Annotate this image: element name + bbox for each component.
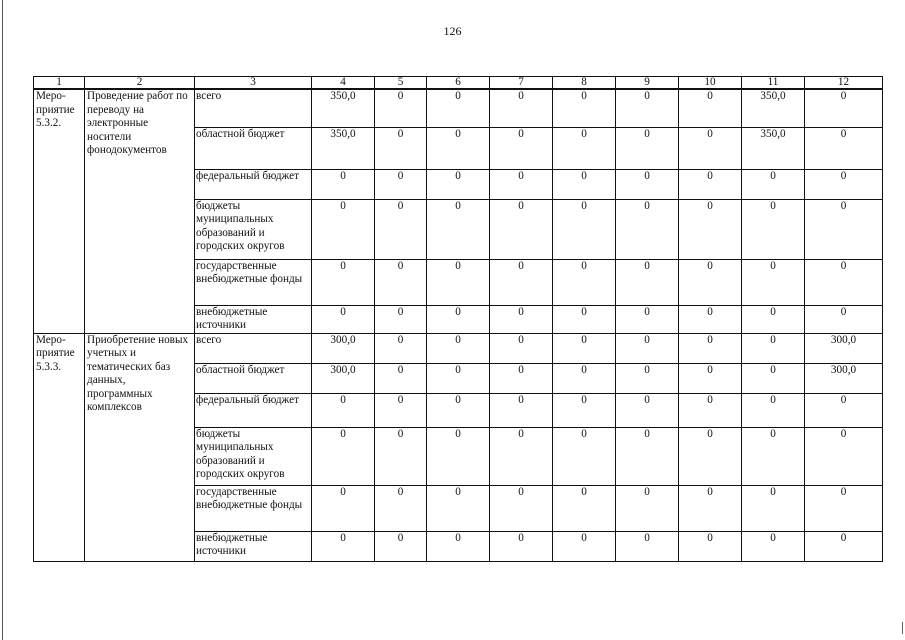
column-header: 10 (679, 77, 742, 90)
amount-cell: 0 (553, 485, 616, 531)
amount-cell: 0 (679, 363, 742, 393)
amount-cell: 300,0 (312, 363, 375, 393)
amount-cell: 0 (742, 169, 805, 199)
amount-cell: 0 (805, 393, 883, 427)
amount-cell: 0 (679, 305, 742, 333)
amount-cell: 0 (375, 427, 427, 485)
amount-cell: 0 (312, 305, 375, 333)
amount-cell: 0 (679, 531, 742, 561)
amount-cell: 0 (427, 127, 490, 169)
amount-cell: 0 (553, 199, 616, 259)
column-header: 6 (427, 77, 490, 90)
amount-cell: 350,0 (312, 127, 375, 169)
amount-cell: 300,0 (312, 333, 375, 363)
amount-cell: 0 (427, 199, 490, 259)
amount-cell: 0 (679, 199, 742, 259)
amount-cell: 0 (553, 427, 616, 485)
funding-source: всего (195, 89, 312, 127)
amount-cell: 0 (490, 333, 553, 363)
amount-cell: 0 (427, 363, 490, 393)
amount-cell: 0 (553, 89, 616, 127)
amount-cell: 0 (375, 333, 427, 363)
amount-cell: 0 (553, 393, 616, 427)
amount-cell: 0 (490, 485, 553, 531)
table-row (34, 89, 883, 127)
amount-cell: 0 (616, 127, 679, 169)
column-header: 9 (616, 77, 679, 90)
amount-cell: 0 (742, 259, 805, 305)
funding-source: всего (195, 333, 312, 363)
amount-cell: 0 (427, 169, 490, 199)
amount-cell: 0 (427, 427, 490, 485)
funding-source: областной бюджет (195, 127, 312, 169)
amount-cell: 0 (427, 393, 490, 427)
funding-table (33, 76, 883, 562)
amount-cell: 0 (616, 531, 679, 561)
amount-cell: 0 (742, 363, 805, 393)
measure-code: Меро-приятие 5.3.2. (34, 89, 85, 333)
amount-cell: 0 (679, 89, 742, 127)
funding-source: государственные внебюджетные фонды (195, 259, 312, 305)
amount-cell: 0 (375, 127, 427, 169)
amount-cell: 0 (742, 531, 805, 561)
amount-cell: 0 (427, 485, 490, 531)
amount-cell: 0 (490, 89, 553, 127)
amount-cell: 0 (805, 427, 883, 485)
funding-source: бюджеты муниципальных образований и городских округов (195, 427, 312, 485)
amount-cell: 0 (805, 259, 883, 305)
amount-cell: 0 (375, 305, 427, 333)
funding-source: федеральный бюджет (195, 169, 312, 199)
scan-left-edge (2, 0, 3, 640)
amount-cell: 0 (490, 199, 553, 259)
funding-source: государственные внебюджетные фонды (195, 485, 312, 531)
amount-cell: 0 (616, 259, 679, 305)
amount-cell: 0 (375, 199, 427, 259)
funding-source: областной бюджет (195, 363, 312, 393)
measure-name: Проведение работ по переводу на электронные носители фонодокументов (85, 89, 195, 333)
amount-cell: 0 (805, 305, 883, 333)
amount-cell: 0 (427, 305, 490, 333)
amount-cell: 350,0 (742, 89, 805, 127)
amount-cell: 0 (616, 333, 679, 363)
column-header: 1 (34, 77, 85, 90)
amount-cell: 0 (553, 333, 616, 363)
amount-cell: 350,0 (312, 89, 375, 127)
amount-cell: 0 (742, 305, 805, 333)
amount-cell: 0 (679, 259, 742, 305)
amount-cell: 0 (427, 259, 490, 305)
scan-edge-mark (902, 622, 903, 634)
column-header: 11 (742, 77, 805, 90)
funding-source: внебюджетные источники (195, 531, 312, 561)
amount-cell: 0 (679, 169, 742, 199)
amount-cell: 0 (375, 169, 427, 199)
amount-cell: 0 (427, 89, 490, 127)
amount-cell: 0 (312, 427, 375, 485)
amount-cell: 0 (805, 169, 883, 199)
amount-cell: 0 (553, 531, 616, 561)
amount-cell: 0 (679, 393, 742, 427)
amount-cell: 0 (742, 485, 805, 531)
amount-cell: 0 (490, 427, 553, 485)
amount-cell: 0 (616, 305, 679, 333)
amount-cell: 0 (553, 169, 616, 199)
amount-cell: 0 (805, 199, 883, 259)
amount-cell: 0 (427, 531, 490, 561)
amount-cell: 0 (805, 89, 883, 127)
funding-source: внебюджетные источники (195, 305, 312, 333)
amount-cell: 300,0 (805, 333, 883, 363)
column-header: 7 (490, 77, 553, 90)
measure-code: Меро-приятие 5.3.3. (34, 333, 85, 561)
column-header: 3 (195, 77, 312, 90)
column-header: 8 (553, 77, 616, 90)
amount-cell: 0 (679, 333, 742, 363)
amount-cell: 0 (312, 393, 375, 427)
amount-cell: 0 (312, 169, 375, 199)
amount-cell: 0 (427, 333, 490, 363)
column-header: 2 (85, 77, 195, 90)
amount-cell: 0 (490, 531, 553, 561)
column-number-row (34, 77, 883, 90)
amount-cell: 0 (742, 333, 805, 363)
amount-cell: 0 (490, 169, 553, 199)
amount-cell: 0 (375, 485, 427, 531)
measure-name: Приобретение новых учетных и тематических баз данных, программных комплексов (85, 333, 195, 561)
amount-cell: 300,0 (805, 363, 883, 393)
amount-cell: 0 (312, 259, 375, 305)
amount-cell: 0 (616, 363, 679, 393)
page-number: 126 (443, 24, 462, 38)
amount-cell: 350,0 (742, 127, 805, 169)
amount-cell: 0 (375, 393, 427, 427)
amount-cell: 0 (553, 363, 616, 393)
amount-cell: 0 (312, 485, 375, 531)
amount-cell: 0 (553, 127, 616, 169)
amount-cell: 0 (490, 305, 553, 333)
amount-cell: 0 (679, 127, 742, 169)
amount-cell: 0 (679, 485, 742, 531)
amount-cell: 0 (616, 199, 679, 259)
amount-cell: 0 (616, 393, 679, 427)
amount-cell: 0 (616, 169, 679, 199)
amount-cell: 0 (805, 485, 883, 531)
amount-cell: 0 (679, 427, 742, 485)
amount-cell: 0 (312, 199, 375, 259)
amount-cell: 0 (805, 127, 883, 169)
amount-cell: 0 (616, 485, 679, 531)
column-header: 5 (375, 77, 427, 90)
amount-cell: 0 (805, 531, 883, 561)
column-header: 12 (805, 77, 883, 90)
amount-cell: 0 (375, 89, 427, 127)
amount-cell: 0 (553, 305, 616, 333)
table-row (34, 333, 883, 363)
funding-source: бюджеты муниципальных образований и городских округов (195, 199, 312, 259)
amount-cell: 0 (742, 393, 805, 427)
amount-cell: 0 (616, 89, 679, 127)
amount-cell: 0 (490, 393, 553, 427)
amount-cell: 0 (742, 199, 805, 259)
amount-cell: 0 (490, 363, 553, 393)
amount-cell: 0 (742, 427, 805, 485)
amount-cell: 0 (375, 259, 427, 305)
amount-cell: 0 (375, 363, 427, 393)
amount-cell: 0 (312, 531, 375, 561)
column-header: 4 (312, 77, 375, 90)
amount-cell: 0 (490, 259, 553, 305)
amount-cell: 0 (375, 531, 427, 561)
amount-cell: 0 (490, 127, 553, 169)
amount-cell: 0 (553, 259, 616, 305)
funding-source: федеральный бюджет (195, 393, 312, 427)
amount-cell: 0 (616, 427, 679, 485)
